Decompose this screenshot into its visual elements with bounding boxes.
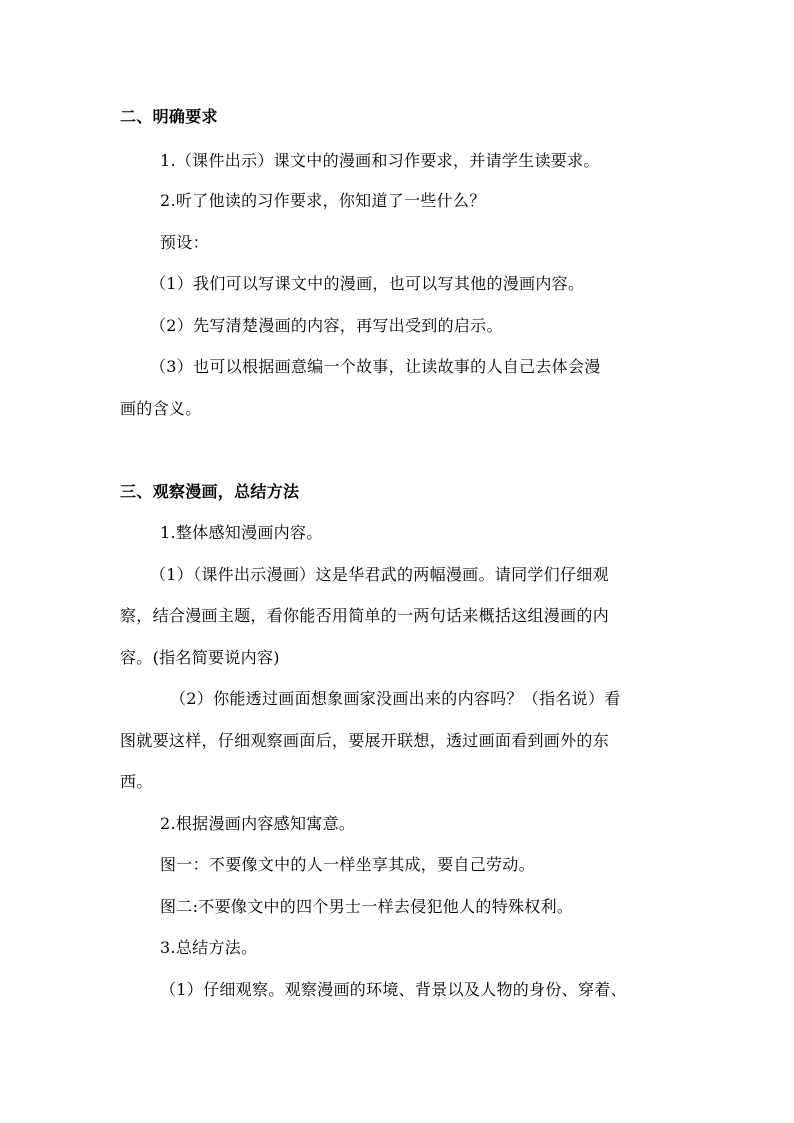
paragraph-step-2-meaning: 2.根据漫画内容感知寓意。 bbox=[160, 814, 356, 833]
list-item-2: （2）先写清楚漫画的内容，再写出受到的启示。 bbox=[150, 316, 503, 335]
paragraph-step-1-overview: 1.整体感知漫画内容。 bbox=[160, 523, 323, 542]
paragraph-figure-1: 图一：不要像文中的人一样坐享其成，要自己劳动。 bbox=[160, 855, 535, 874]
paragraph-method-item-1: （1）仔细观察。观察漫画的环境、背景以及人物的身份、穿着、 bbox=[160, 980, 627, 999]
paragraph-item-2-line-1: （2）你能透过画面想象画家没画出来的内容吗？（指名说）看 bbox=[170, 689, 621, 708]
list-item-3-line-2: 画的含义。 bbox=[120, 399, 202, 418]
section-heading-observe: 三、观察漫画，总结方法 bbox=[120, 482, 300, 501]
paragraph-step-3-method: 3.总结方法。 bbox=[160, 938, 258, 957]
paragraph-preset: 预设： bbox=[160, 233, 209, 252]
paragraph-figure-2: 图二:不要像文中的四个男士一样去侵犯他人的特殊权利。 bbox=[160, 897, 574, 916]
list-item-3-line-1: （3）也可以根据画意编一个故事，让读故事的人自己去体会漫 bbox=[150, 357, 601, 376]
paragraph-item-1-line-3: 容。(指名简要说内容) bbox=[120, 648, 280, 667]
paragraph-step-2: 2.听了他读的习作要求，你知道了一些什么？ bbox=[160, 191, 486, 210]
paragraph-item-2-line-3: 西。 bbox=[120, 772, 153, 791]
paragraph-item-1-line-2: 察，结合漫画主题，看你能否用简单的一两句话来概括这组漫画的内 bbox=[120, 606, 610, 625]
paragraph-item-2-line-2: 图就要这样，仔细观察画面后，要展开联想，透过画面看到画外的东 bbox=[120, 731, 610, 750]
paragraph-item-1-line-1: （1）（课件出示漫画）这是华君武的两幅漫画。请同学们仔细观 bbox=[150, 565, 609, 584]
paragraph-step-1: 1.（课件出示）课文中的漫画和习作要求，并请学生读要求。 bbox=[160, 151, 600, 170]
list-item-1: （1）我们可以写课文中的漫画，也可以写其他的漫画内容。 bbox=[150, 274, 585, 293]
section-heading-requirements: 二、明确要求 bbox=[120, 107, 218, 126]
